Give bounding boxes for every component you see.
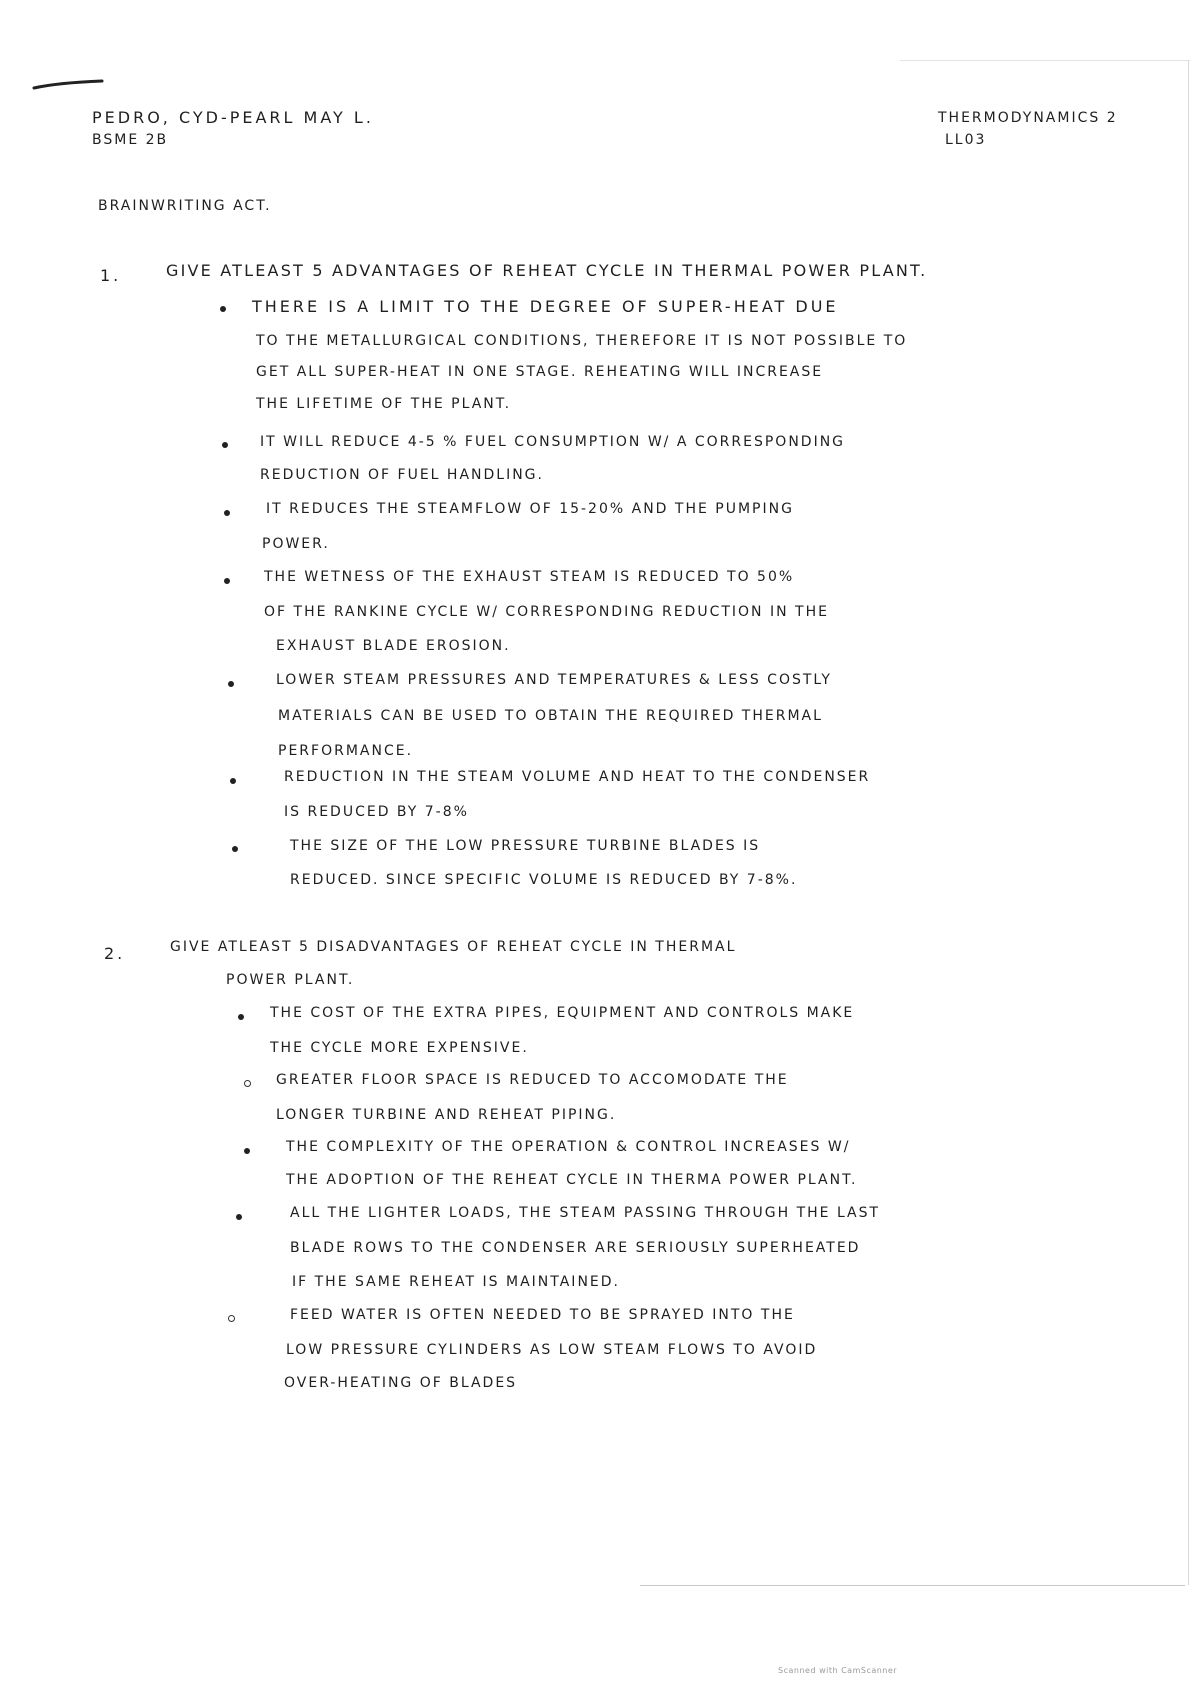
q1-bullet-1-line-3: GET ALL SUPER-HEAT IN ONE STAGE. REHEATING WILL INCREASE (256, 364, 824, 380)
bullet-marker (224, 578, 230, 584)
bullet-marker (228, 681, 234, 687)
bullet-marker (230, 778, 236, 784)
q1-bullet-1-line-1: THERE IS A LIMIT TO THE DEGREE OF SUPER-HEAT DUE (252, 297, 839, 316)
student-name: PEDRO, CYD-PEARL MAY L. (92, 108, 374, 127)
q2-bullet-4-line-3: IF THE SAME REHEAT IS MAINTAINED. (292, 1274, 620, 1290)
bullet-marker (244, 1148, 250, 1154)
q1-bullet-5-line-1: LOWER STEAM PRESSURES AND TEMPERATURES & LESS COSTLY (276, 672, 832, 688)
q2-bullet-1-line-2: THE CYCLE MORE EXPENSIVE. (270, 1040, 529, 1056)
q2-bullet-3-line-2: THE ADOPTION OF THE REHEAT CYCLE IN THERMA POWER PLANT. (286, 1172, 858, 1188)
q1-bullet-2-line-1: IT WILL REDUCE 4-5 % FUEL CONSUMPTION W/ A CORRESPONDING (260, 434, 846, 450)
q2-bullet-4-line-1: ALL THE LIGHTER LOADS, THE STEAM PASSING THROUGH THE LAST (290, 1205, 881, 1221)
bullet-marker (244, 1080, 251, 1087)
q1-bullet-7-line-2: REDUCED. SINCE SPECIFIC VOLUME IS REDUCED BY 7-8%. (290, 872, 798, 888)
bullet-marker (220, 306, 226, 312)
q1-bullet-1-line-2: TO THE METALLURGICAL CONDITIONS, THEREFORE IT IS NOT POSSIBLE TO (256, 333, 908, 349)
section-code: LL03 (945, 132, 987, 148)
subject-title: THERMODYNAMICS 2 (938, 110, 1118, 126)
bullet-marker (236, 1214, 242, 1220)
q2-question-line-1: GIVE ATLEAST 5 DISADVANTAGES OF REHEAT CYCLE IN THERMAL (170, 939, 737, 955)
q1-bullet-3-line-1: IT REDUCES THE STEAMFLOW OF 15-20% AND THE PUMPING (266, 501, 794, 517)
q2-bullet-2-line-2: LONGER TURBINE AND REHEAT PIPING. (276, 1107, 617, 1123)
course-year: BSME 2B (92, 132, 169, 148)
q2-bullet-2-line-1: GREATER FLOOR SPACE IS REDUCED TO ACCOMODATE THE (276, 1072, 789, 1088)
activity-title: BRAINWRITING ACT. (98, 198, 272, 214)
q1-bullet-3-line-2: POWER. (262, 536, 330, 552)
q1-bullet-4-line-1: THE WETNESS OF THE EXHAUST STEAM IS REDUCED TO 50% (264, 569, 795, 585)
scanner-watermark: Scanned with CamScanner (778, 1666, 898, 1675)
q2-bullet-5-line-3: OVER-HEATING OF BLADES (284, 1375, 518, 1391)
bullet-marker (224, 510, 230, 516)
q2-bullet-3-line-1: THE COMPLEXITY OF THE OPERATION & CONTROL INCREASES W/ (286, 1139, 851, 1155)
scan-edge-bottom (640, 1585, 1185, 1586)
q1-bullet-4-line-2: OF THE RANKINE CYCLE W/ CORRESPONDING REDUCTION IN THE (264, 604, 829, 620)
q2-bullet-5-line-2: LOW PRESSURE CYLINDERS AS LOW STEAM FLOWS TO AVOID (286, 1342, 818, 1358)
q1-bullet-1-line-4: THE LIFETIME OF THE PLANT. (256, 396, 512, 412)
scan-edge-right (1188, 60, 1189, 1585)
pen-stroke-mark (32, 78, 104, 92)
bullet-marker (238, 1014, 244, 1020)
q2-bullet-4-line-2: BLADE ROWS TO THE CONDENSER ARE SERIOUSLY SUPERHEATED (290, 1240, 861, 1256)
scan-edge-top (900, 60, 1190, 61)
q1-question: GIVE ATLEAST 5 ADVANTAGES OF REHEAT CYCLE IN THERMAL POWER PLANT. (166, 261, 928, 280)
q1-bullet-2-line-2: REDUCTION OF FUEL HANDLING. (260, 467, 544, 483)
q1-bullet-4-line-3: EXHAUST BLADE EROSION. (276, 638, 511, 654)
q2-bullet-1-line-1: THE COST OF THE EXTRA PIPES, EQUIPMENT AND CONTROLS MAKE (270, 1005, 855, 1021)
q1-number: 1. (100, 266, 122, 285)
q1-bullet-5-line-3: PERFORMANCE. (278, 743, 414, 759)
q1-bullet-6-line-2: IS REDUCED BY 7-8% (284, 804, 469, 820)
bullet-marker (228, 1315, 235, 1322)
q2-bullet-5-line-1: FEED WATER IS OFTEN NEEDED TO BE SPRAYED INTO THE (290, 1307, 795, 1323)
bullet-marker (222, 442, 228, 448)
q2-question-line-2: POWER PLANT. (226, 972, 355, 988)
q2-number: 2. (104, 944, 126, 963)
q1-bullet-6-line-1: REDUCTION IN THE STEAM VOLUME AND HEAT TO THE CONDENSER (284, 769, 871, 785)
bullet-marker (232, 846, 238, 852)
q1-bullet-7-line-1: THE SIZE OF THE LOW PRESSURE TURBINE BLADES IS (290, 838, 761, 854)
q1-bullet-5-line-2: MATERIALS CAN BE USED TO OBTAIN THE REQUIRED THERMAL (278, 708, 823, 724)
